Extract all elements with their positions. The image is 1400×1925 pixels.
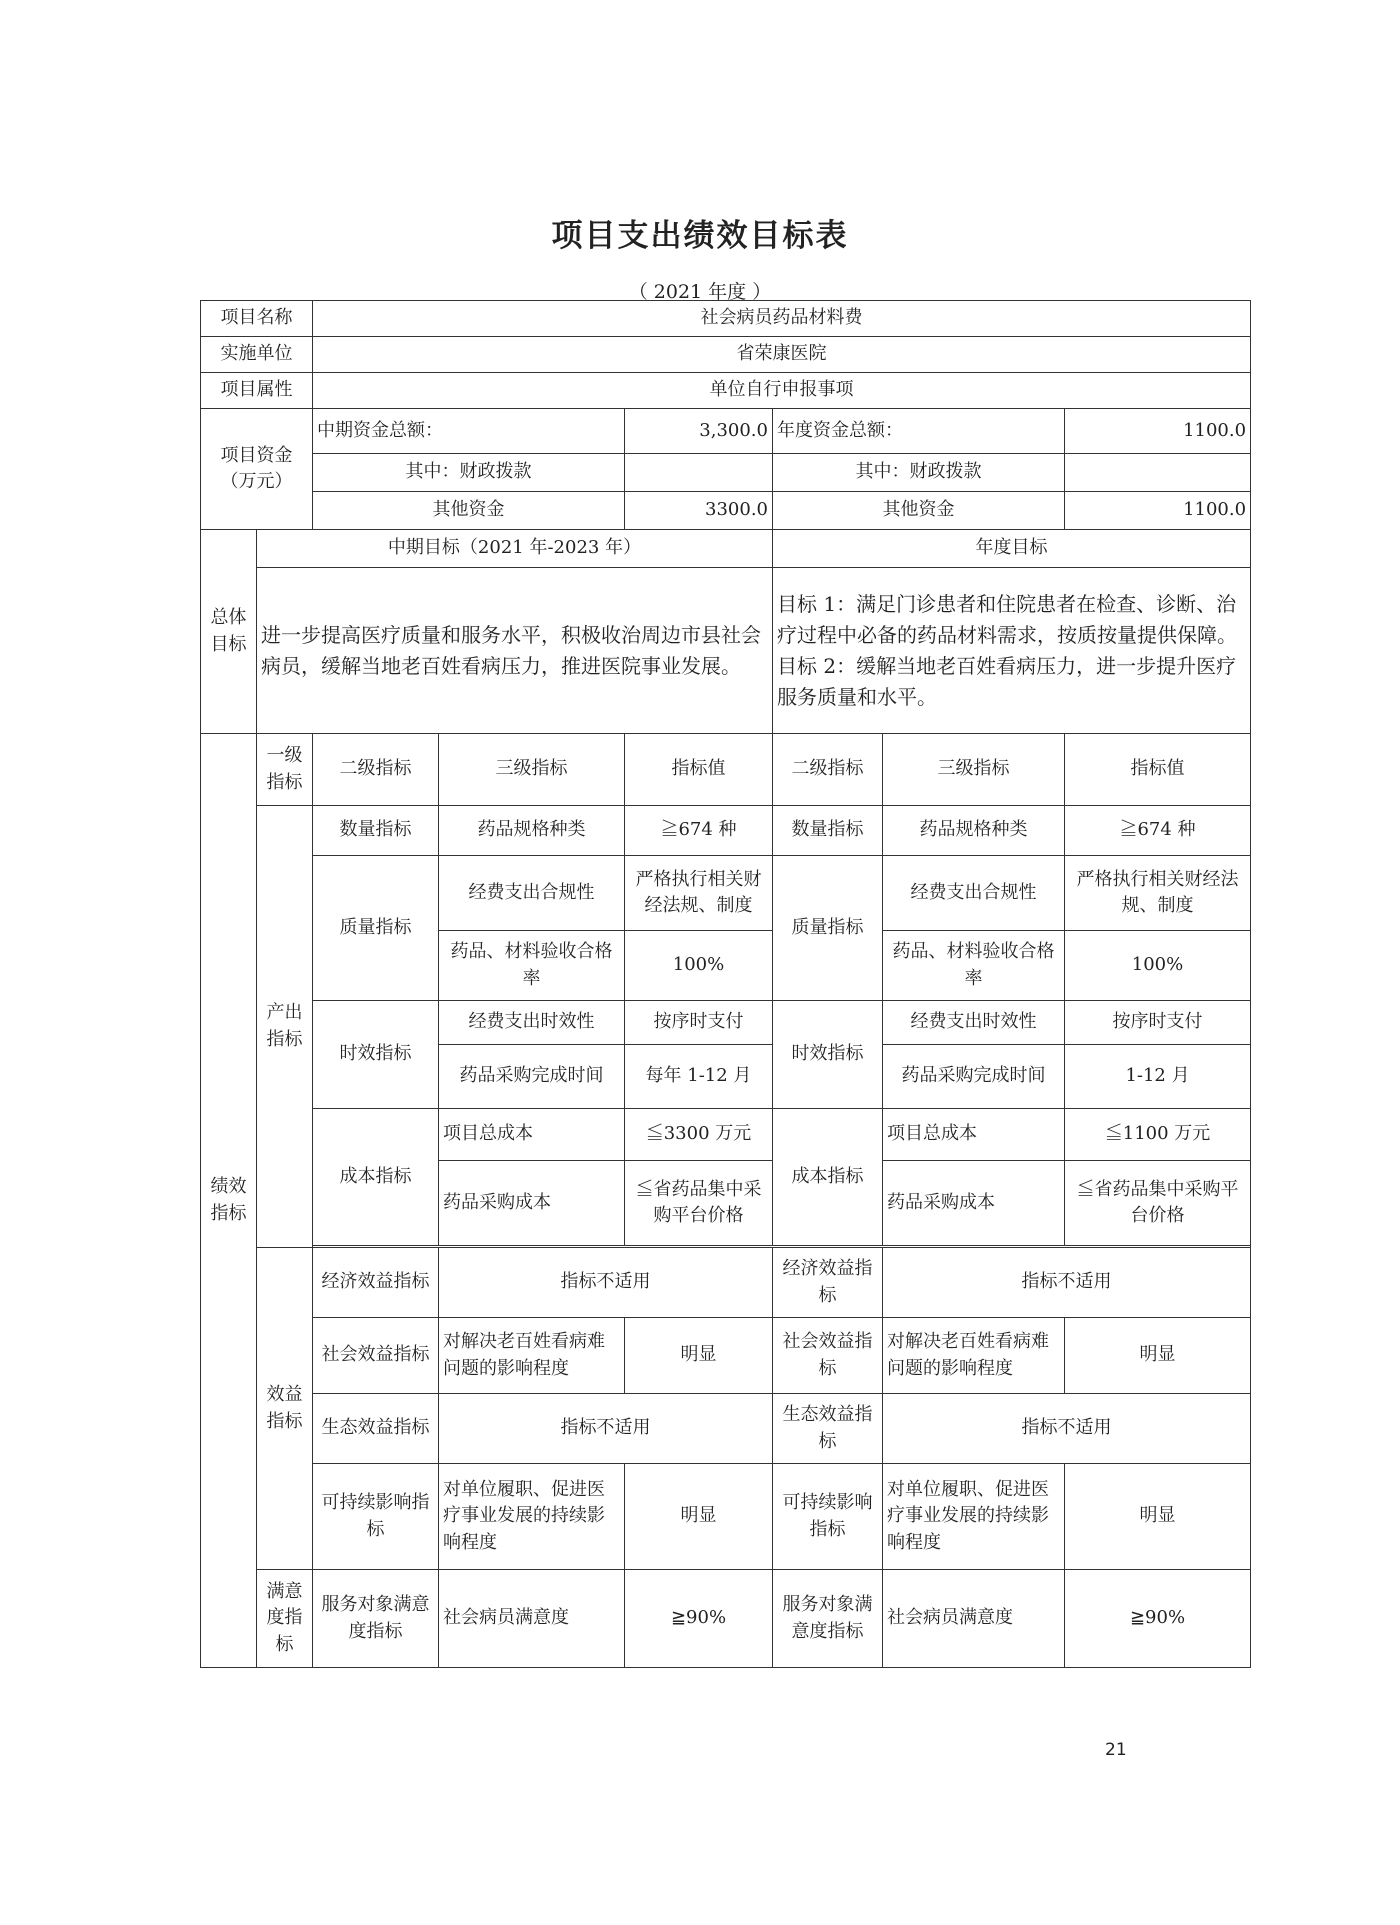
t2-value: 每年 1-12 月 xyxy=(625,1045,773,1109)
mid-fiscal-allocation-value xyxy=(625,454,773,492)
social-benefit-indicator-annual: 社会效益指标 xyxy=(773,1318,883,1394)
qa2-value-annual: 100% xyxy=(1065,931,1251,1001)
c2-value-annual: ≦省药品集中采购平台价格 xyxy=(1065,1161,1251,1246)
annual-total-label: 年度资金总额： xyxy=(773,409,1065,454)
sustainable-impact-indicator: 可持续影响指标 xyxy=(313,1464,439,1570)
s1-value: 明显 xyxy=(625,1318,773,1394)
mid-other-funds-value: 3300.0 xyxy=(625,492,773,530)
c2-name-annual: 药品采购成本 xyxy=(883,1161,1065,1246)
annual-total-value: 1100.0 xyxy=(1065,409,1251,454)
time-indicator-annual: 时效指标 xyxy=(773,1001,883,1109)
year-subtitle: （ 2021 年度 ） xyxy=(628,281,772,303)
sustainable-impact-indicator-annual: 可持续影响指标 xyxy=(773,1464,883,1570)
project-attribute-value: 单位自行申报事项 xyxy=(313,373,1251,409)
header-level3-annual: 三级指标 xyxy=(883,734,1065,806)
q1-value-annual: ≧674 种 xyxy=(1065,806,1251,856)
mid-other-funds-label: 其他资金 xyxy=(313,492,625,530)
project-attribute-label: 项目属性 xyxy=(201,373,313,409)
cost-indicator-annual: 成本指标 xyxy=(773,1109,883,1246)
service-satisfaction-indicator-annual: 服务对象满意度指标 xyxy=(773,1570,883,1668)
mid-term-goal-header: 中期目标（2021 年-2023 年） xyxy=(257,530,773,568)
c2-value: ≦省药品集中采购平台价格 xyxy=(625,1161,773,1246)
t2-name-annual: 药品采购完成时间 xyxy=(883,1045,1065,1109)
ecological-benefit-value-annual: 指标不适用 xyxy=(883,1394,1251,1464)
c1-name: 项目总成本 xyxy=(439,1109,625,1161)
implementing-unit-label: 实施单位 xyxy=(201,337,313,373)
annual-goal-text xyxy=(773,568,1251,734)
t1-value: 按序时支付 xyxy=(625,1001,773,1045)
q1-name-annual: 药品规格种类 xyxy=(883,806,1065,856)
c2-name: 药品采购成本 xyxy=(439,1161,625,1246)
annual-goal-header: 年度目标 xyxy=(773,530,1251,568)
header-value-annual: 指标值 xyxy=(1065,734,1251,806)
mid-term-goal-text: 进一步提高医疗质量和服务水平，积极收治周边市县社会病员，缓解当地老百姓看病压力，推进医院事业发展。 xyxy=(257,568,773,734)
sv1-value: ≧90% xyxy=(625,1570,773,1668)
annual-goal-2: 目标 2：缓解当地老百姓看病压力，进一步提升医疗服务质量和水平。 xyxy=(777,653,1237,709)
su1-value-annual: 明显 xyxy=(1065,1464,1251,1570)
t2-name: 药品采购完成时间 xyxy=(439,1045,625,1109)
service-satisfaction-indicator: 服务对象满意度指标 xyxy=(313,1570,439,1668)
ecological-benefit-value: 指标不适用 xyxy=(439,1394,773,1464)
sv1-name-annual: 社会病员满意度 xyxy=(883,1570,1065,1668)
c1-value-annual: ≦1100 万元 xyxy=(1065,1109,1251,1161)
qa1-name: 经费支出合规性 xyxy=(439,856,625,931)
satisfaction-indicators-label: 满意度指标 xyxy=(257,1570,313,1668)
sv1-value-annual: ≧90% xyxy=(1065,1570,1251,1668)
overall-goals-label: 总体目标 xyxy=(201,530,257,734)
implementing-unit-value: 省荣康医院 xyxy=(313,337,1251,373)
performance-indicators-label: 绩效指标 xyxy=(201,734,257,1668)
qa1-value: 严格执行相关财经法规、制度 xyxy=(625,856,773,931)
project-name-value: 社会病员药品材料费 xyxy=(313,301,1251,337)
annual-fiscal-allocation-label: 其中：财政拨款 xyxy=(773,454,1065,492)
output-indicators-label: 产出指标 xyxy=(257,806,313,1248)
su1-name-annual: 对单位履职、促进医疗事业发展的持续影响程度 xyxy=(883,1464,1065,1570)
quality-indicator-annual: 质量指标 xyxy=(773,856,883,1001)
qa1-name-annual: 经费支出合规性 xyxy=(883,856,1065,931)
c1-value: ≦3300 万元 xyxy=(625,1109,773,1161)
mid-term-total-label: 中期资金总额： xyxy=(313,409,625,454)
annual-goal-1: 目标 1：满足门诊患者和住院患者在检查、诊断、治疗过程中必备的药品材料需求，按质按量提供保障。 xyxy=(777,591,1237,647)
annual-fiscal-allocation-value xyxy=(1065,454,1251,492)
header-level2: 二级指标 xyxy=(313,734,439,806)
page-title: 项目支出绩效目标表 xyxy=(551,218,849,254)
benefit-indicators-label: 效益指标 xyxy=(257,1248,313,1570)
economic-benefit-indicator: 经济效益指标 xyxy=(313,1248,439,1318)
page-number: 21 xyxy=(1105,1740,1127,1760)
qa1-value-annual: 严格执行相关财经法规、制度 xyxy=(1065,856,1251,931)
qa2-name-annual: 药品、材料验收合格率 xyxy=(883,931,1065,1001)
t2-value-annual: 1-12 月 xyxy=(1065,1045,1251,1109)
su1-name: 对单位履职、促进医疗事业发展的持续影响程度 xyxy=(439,1464,625,1570)
project-name-label: 项目名称 xyxy=(201,301,313,337)
economic-benefit-indicator-annual: 经济效益指标 xyxy=(773,1248,883,1318)
time-indicator: 时效指标 xyxy=(313,1001,439,1109)
s1-value-annual: 明显 xyxy=(1065,1318,1251,1394)
qa2-name: 药品、材料验收合格率 xyxy=(439,931,625,1001)
annual-other-funds-value: 1100.0 xyxy=(1065,492,1251,530)
performance-target-table xyxy=(200,300,1251,1668)
t1-value-annual: 按序时支付 xyxy=(1065,1001,1251,1045)
economic-benefit-value: 指标不适用 xyxy=(439,1248,773,1318)
mid-term-total-value: 3,300.0 xyxy=(625,409,773,454)
header-value: 指标值 xyxy=(625,734,773,806)
t1-name: 经费支出时效性 xyxy=(439,1001,625,1045)
header-level2-annual: 二级指标 xyxy=(773,734,883,806)
project-funds-label: 项目资金（万元） xyxy=(201,409,313,530)
quantity-indicator-annual: 数量指标 xyxy=(773,806,883,856)
ecological-benefit-indicator-annual: 生态效益指标 xyxy=(773,1394,883,1464)
s1-name: 对解决老百姓看病难问题的影响程度 xyxy=(439,1318,625,1394)
t1-name-annual: 经费支出时效性 xyxy=(883,1001,1065,1045)
su1-value: 明显 xyxy=(625,1464,773,1570)
annual-other-funds-label: 其他资金 xyxy=(773,492,1065,530)
quantity-indicator: 数量指标 xyxy=(313,806,439,856)
mid-fiscal-allocation-label: 其中：财政拨款 xyxy=(313,454,625,492)
sv1-name: 社会病员满意度 xyxy=(439,1570,625,1668)
economic-benefit-value-annual: 指标不适用 xyxy=(883,1248,1251,1318)
q1-name: 药品规格种类 xyxy=(439,806,625,856)
qa2-value: 100% xyxy=(625,931,773,1001)
q1-value: ≧674 种 xyxy=(625,806,773,856)
header-level1: 一级指标 xyxy=(257,734,313,806)
social-benefit-indicator: 社会效益指标 xyxy=(313,1318,439,1394)
header-level3: 三级指标 xyxy=(439,734,625,806)
ecological-benefit-indicator: 生态效益指标 xyxy=(313,1394,439,1464)
s1-name-annual: 对解决老百姓看病难问题的影响程度 xyxy=(883,1318,1065,1394)
c1-name-annual: 项目总成本 xyxy=(883,1109,1065,1161)
cost-indicator: 成本指标 xyxy=(313,1109,439,1246)
quality-indicator: 质量指标 xyxy=(313,856,439,1001)
